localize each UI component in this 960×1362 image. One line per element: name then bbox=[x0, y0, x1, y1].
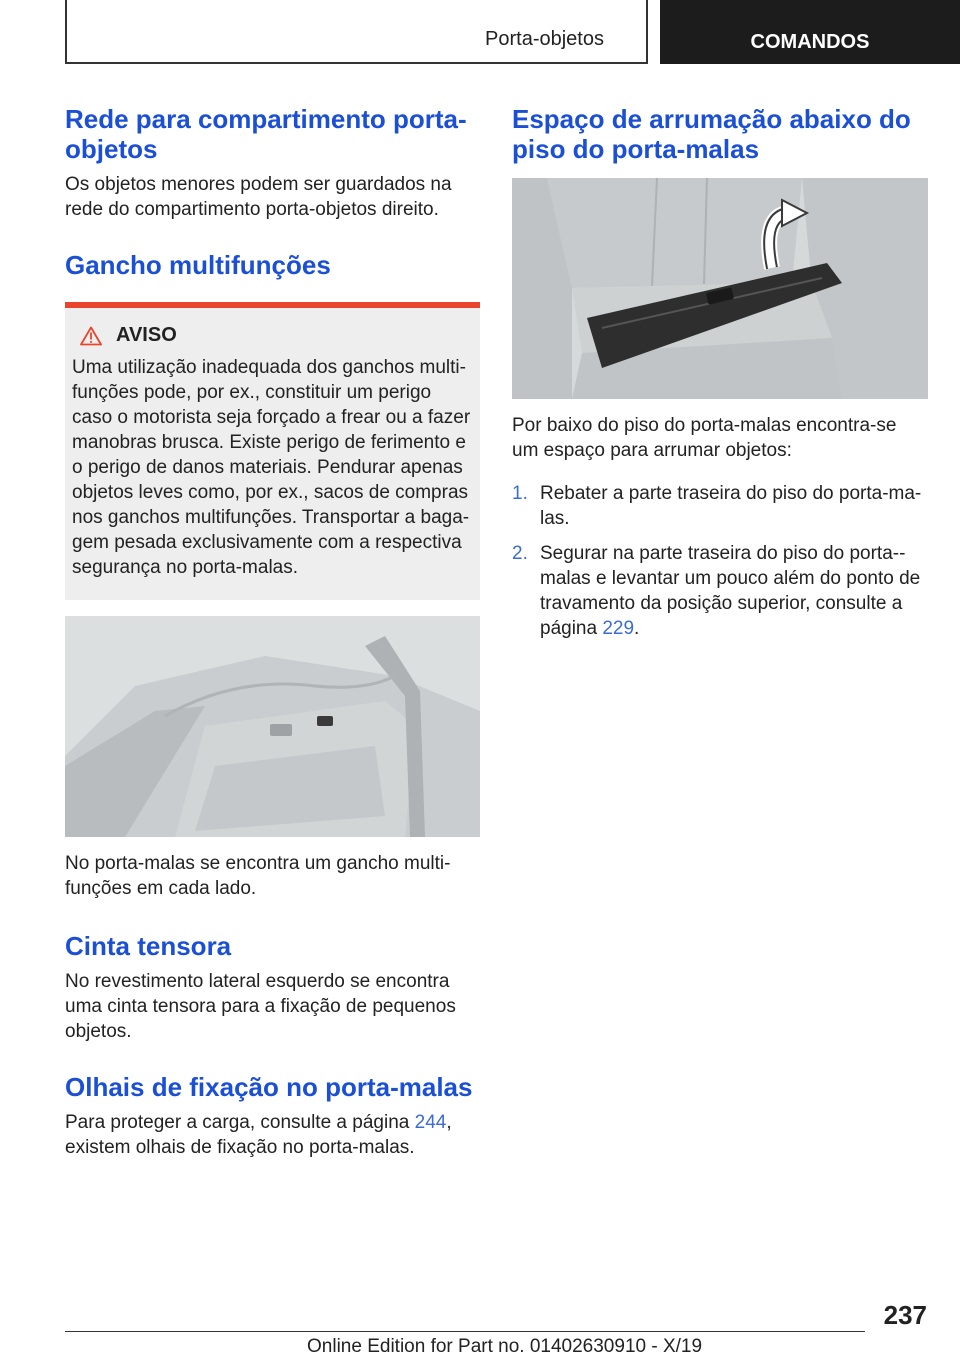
page-number: 237 bbox=[883, 1300, 927, 1330]
header-section: Porta-objetos bbox=[485, 28, 604, 50]
section-title-hook: Gancho multifunções bbox=[65, 250, 331, 280]
footer-divider bbox=[65, 1331, 865, 1332]
section-text-strap: No revestimento lateral esquerdo se encontra uma cinta tensora para a fixação de pequenos objetos. bbox=[65, 971, 456, 1042]
hook-figure-caption: No porta-malas se encontra um gancho multi-funções em cada lado. bbox=[65, 853, 451, 899]
header-box bbox=[65, 0, 648, 64]
page-link-244[interactable]: 244 bbox=[414, 1112, 447, 1133]
trunk-hook-illustration bbox=[65, 616, 480, 837]
right-column bbox=[512, 104, 928, 651]
storage-intro: Por baixo do piso do porta-malas encontra-se um espaço para arrumar objetos: bbox=[512, 415, 897, 461]
warning-text: Uma utilização inadequada dos ganchos multi-funções pode, por ex., constituir um perigo caso o motorista seja forçado a frear ou a fazer manobras brusca. Existe perigo de ferimento e o perigo de danos materiais. Pendurar apenas objetos leves como, por ex., sacos de compras nos ganchos multifunções. Transportar a baga-gem pesada exclusivamente com a respectiva segurança no porta-malas. bbox=[72, 357, 471, 578]
storage-figure bbox=[512, 178, 928, 399]
warning-title: AVISO bbox=[116, 324, 177, 346]
section-title-eyelets: Olhais de fixação no porta-malas bbox=[65, 1072, 473, 1102]
warning-box bbox=[65, 302, 480, 600]
section-title-storage: Espaço de arrumação abaixo do piso do porta-malas bbox=[512, 104, 911, 164]
header-chapter: COMANDOS bbox=[660, 0, 960, 64]
section-text-net: Os objetos menores podem ser guardados na rede do compartimento porta-objetos direito. bbox=[65, 174, 452, 220]
page-link-229[interactable]: 229 bbox=[602, 618, 635, 639]
list-item: 1. Rebater a parte traseira do piso do porta-ma-las. bbox=[512, 483, 922, 529]
warning-triangle-icon bbox=[80, 326, 102, 346]
footer-edition: Online Edition for Part no. 01402630910 - X/19 bbox=[307, 1336, 703, 1357]
hook-figure bbox=[65, 616, 480, 837]
section-title-strap: Cinta tensora bbox=[65, 931, 232, 961]
list-item: 2. Segurar na parte traseira do piso do porta--malas e levantar um pouco além do ponto de travamento da posição superior, consulte a página 229. bbox=[512, 543, 921, 639]
trunk-floor-illustration bbox=[512, 178, 928, 399]
storage-steps bbox=[512, 481, 928, 641]
section-title-net: Rede para compartimento porta-objetos bbox=[65, 104, 467, 164]
left-column bbox=[65, 104, 480, 1160]
section-text-eyelets: Para proteger a carga, consulte a página 244, existem olhais de fixação no porta-malas. bbox=[65, 1112, 452, 1158]
